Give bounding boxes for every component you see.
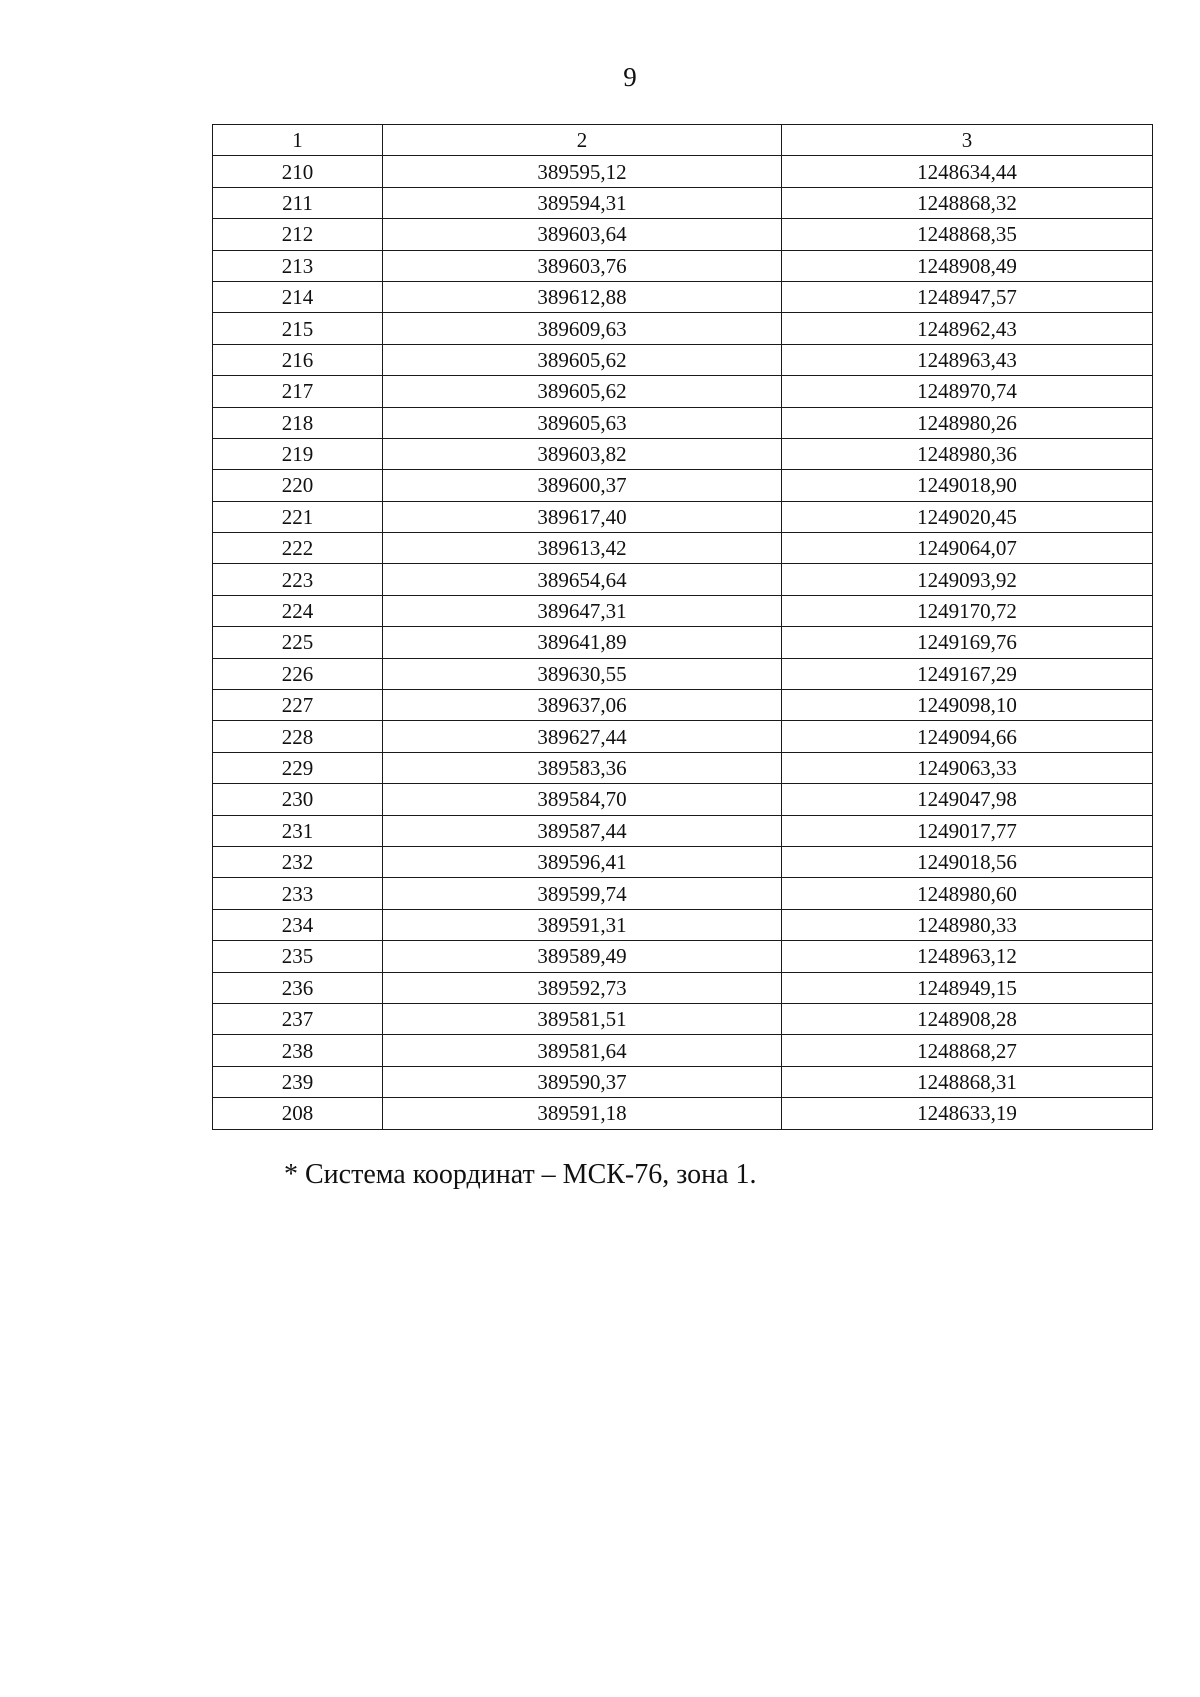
point-number-cell: 231: [213, 815, 383, 846]
y-coordinate-cell: 1249017,77: [782, 815, 1153, 846]
point-number-cell: 217: [213, 376, 383, 407]
y-coordinate-cell: 1248949,15: [782, 972, 1153, 1003]
y-coordinate-cell: 1249020,45: [782, 501, 1153, 532]
table-row: [213, 595, 1153, 626]
y-coordinate-cell: 1248962,43: [782, 313, 1153, 344]
point-number-cell: 221: [213, 501, 383, 532]
point-number-cell: 232: [213, 846, 383, 877]
point-number-cell: 213: [213, 250, 383, 281]
table-row: [213, 313, 1153, 344]
point-number-cell: 230: [213, 784, 383, 815]
table-row: [213, 219, 1153, 250]
table-body: [213, 156, 1153, 1129]
x-coordinate-cell: 389589,49: [383, 941, 782, 972]
point-number-cell: 208: [213, 1098, 383, 1129]
table-row: [213, 564, 1153, 595]
y-coordinate-cell: 1248980,60: [782, 878, 1153, 909]
y-coordinate-cell: 1248947,57: [782, 281, 1153, 312]
y-coordinate-cell: 1248634,44: [782, 156, 1153, 187]
y-coordinate-cell: 1248908,28: [782, 1003, 1153, 1034]
y-coordinate-cell: 1248868,32: [782, 187, 1153, 218]
table-row: [213, 533, 1153, 564]
x-coordinate-cell: 389630,55: [383, 658, 782, 689]
table-row: [213, 909, 1153, 940]
y-coordinate-cell: 1249167,29: [782, 658, 1153, 689]
table-row: [213, 878, 1153, 909]
table-row: [213, 187, 1153, 218]
y-coordinate-cell: 1248980,33: [782, 909, 1153, 940]
table-row: [213, 752, 1153, 783]
table-row: [213, 1098, 1153, 1129]
y-coordinate-cell: 1249063,33: [782, 752, 1153, 783]
y-coordinate-cell: 1249018,56: [782, 846, 1153, 877]
y-coordinate-cell: 1248963,43: [782, 344, 1153, 375]
point-number-cell: 226: [213, 658, 383, 689]
point-number-cell: 214: [213, 281, 383, 312]
point-number-cell: 225: [213, 627, 383, 658]
x-coordinate-cell: 389609,63: [383, 313, 782, 344]
y-coordinate-cell: 1249018,90: [782, 470, 1153, 501]
x-coordinate-cell: 389654,64: [383, 564, 782, 595]
point-number-cell: 220: [213, 470, 383, 501]
x-coordinate-cell: 389603,76: [383, 250, 782, 281]
y-coordinate-cell: 1249064,07: [782, 533, 1153, 564]
y-coordinate-cell: 1248980,26: [782, 407, 1153, 438]
y-coordinate-cell: 1249170,72: [782, 595, 1153, 626]
page-number: 9: [623, 62, 637, 92]
column-header-3: 3: [782, 125, 1153, 156]
x-coordinate-cell: 389591,31: [383, 909, 782, 940]
x-coordinate-cell: 389596,41: [383, 846, 782, 877]
y-coordinate-cell: 1249169,76: [782, 627, 1153, 658]
table-row: [213, 376, 1153, 407]
x-coordinate-cell: 389613,42: [383, 533, 782, 564]
point-number-cell: 229: [213, 752, 383, 783]
x-coordinate-cell: 389600,37: [383, 470, 782, 501]
x-coordinate-cell: 389605,63: [383, 407, 782, 438]
y-coordinate-cell: 1249094,66: [782, 721, 1153, 752]
y-coordinate-cell: 1248970,74: [782, 376, 1153, 407]
point-number-cell: 223: [213, 564, 383, 595]
y-coordinate-cell: 1248868,31: [782, 1066, 1153, 1097]
column-header-2: 2: [383, 125, 782, 156]
x-coordinate-cell: 389590,37: [383, 1066, 782, 1097]
table-row: [213, 721, 1153, 752]
y-coordinate-cell: 1249098,10: [782, 690, 1153, 721]
table-row: [213, 1003, 1153, 1034]
x-coordinate-cell: 389591,18: [383, 1098, 782, 1129]
x-coordinate-cell: 389581,51: [383, 1003, 782, 1034]
coordinates-table: [212, 124, 1153, 1130]
y-coordinate-cell: 1249047,98: [782, 784, 1153, 815]
point-number-cell: 222: [213, 533, 383, 564]
x-coordinate-cell: 389584,70: [383, 784, 782, 815]
table-row: [213, 846, 1153, 877]
table-header-row: [213, 125, 1153, 156]
point-number-cell: 224: [213, 595, 383, 626]
table-row: [213, 407, 1153, 438]
point-number-cell: 216: [213, 344, 383, 375]
point-number-cell: 239: [213, 1066, 383, 1097]
point-number-cell: 215: [213, 313, 383, 344]
x-coordinate-cell: 389603,82: [383, 438, 782, 469]
table-row: [213, 941, 1153, 972]
point-number-cell: 234: [213, 909, 383, 940]
table-row: [213, 690, 1153, 721]
table-row: [213, 470, 1153, 501]
table-row: [213, 156, 1153, 187]
x-coordinate-cell: 389603,64: [383, 219, 782, 250]
column-header-1: 1: [213, 125, 383, 156]
point-number-cell: 236: [213, 972, 383, 1003]
point-number-cell: 238: [213, 1035, 383, 1066]
point-number-cell: 218: [213, 407, 383, 438]
table-row: [213, 501, 1153, 532]
table-row: [213, 250, 1153, 281]
table-row: [213, 658, 1153, 689]
y-coordinate-cell: 1248868,27: [782, 1035, 1153, 1066]
x-coordinate-cell: 389605,62: [383, 344, 782, 375]
x-coordinate-cell: 389641,89: [383, 627, 782, 658]
y-coordinate-cell: 1248868,35: [782, 219, 1153, 250]
point-number-cell: 219: [213, 438, 383, 469]
point-number-cell: 235: [213, 941, 383, 972]
x-coordinate-cell: 389612,88: [383, 281, 782, 312]
x-coordinate-cell: 389587,44: [383, 815, 782, 846]
table-row: [213, 1066, 1153, 1097]
point-number-cell: 233: [213, 878, 383, 909]
point-number-cell: 210: [213, 156, 383, 187]
x-coordinate-cell: 389594,31: [383, 187, 782, 218]
x-coordinate-cell: 389605,62: [383, 376, 782, 407]
x-coordinate-cell: 389627,44: [383, 721, 782, 752]
x-coordinate-cell: 389583,36: [383, 752, 782, 783]
point-number-cell: 211: [213, 187, 383, 218]
table-row: [213, 1035, 1153, 1066]
y-coordinate-cell: 1248633,19: [782, 1098, 1153, 1129]
x-coordinate-cell: 389581,64: [383, 1035, 782, 1066]
table-row: [213, 815, 1153, 846]
x-coordinate-cell: 389647,31: [383, 595, 782, 626]
table-row: [213, 784, 1153, 815]
coordinate-system-footnote: * Система координат – МСК-76, зона 1.: [284, 1159, 757, 1190]
table-row: [213, 438, 1153, 469]
table-row: [213, 627, 1153, 658]
x-coordinate-cell: 389595,12: [383, 156, 782, 187]
x-coordinate-cell: 389617,40: [383, 501, 782, 532]
x-coordinate-cell: 389592,73: [383, 972, 782, 1003]
table-row: [213, 344, 1153, 375]
table-row: [213, 972, 1153, 1003]
y-coordinate-cell: 1248963,12: [782, 941, 1153, 972]
y-coordinate-cell: 1249093,92: [782, 564, 1153, 595]
point-number-cell: 237: [213, 1003, 383, 1034]
y-coordinate-cell: 1248980,36: [782, 438, 1153, 469]
x-coordinate-cell: 389637,06: [383, 690, 782, 721]
point-number-cell: 227: [213, 690, 383, 721]
x-coordinate-cell: 389599,74: [383, 878, 782, 909]
y-coordinate-cell: 1248908,49: [782, 250, 1153, 281]
point-number-cell: 228: [213, 721, 383, 752]
point-number-cell: 212: [213, 219, 383, 250]
table-row: [213, 281, 1153, 312]
